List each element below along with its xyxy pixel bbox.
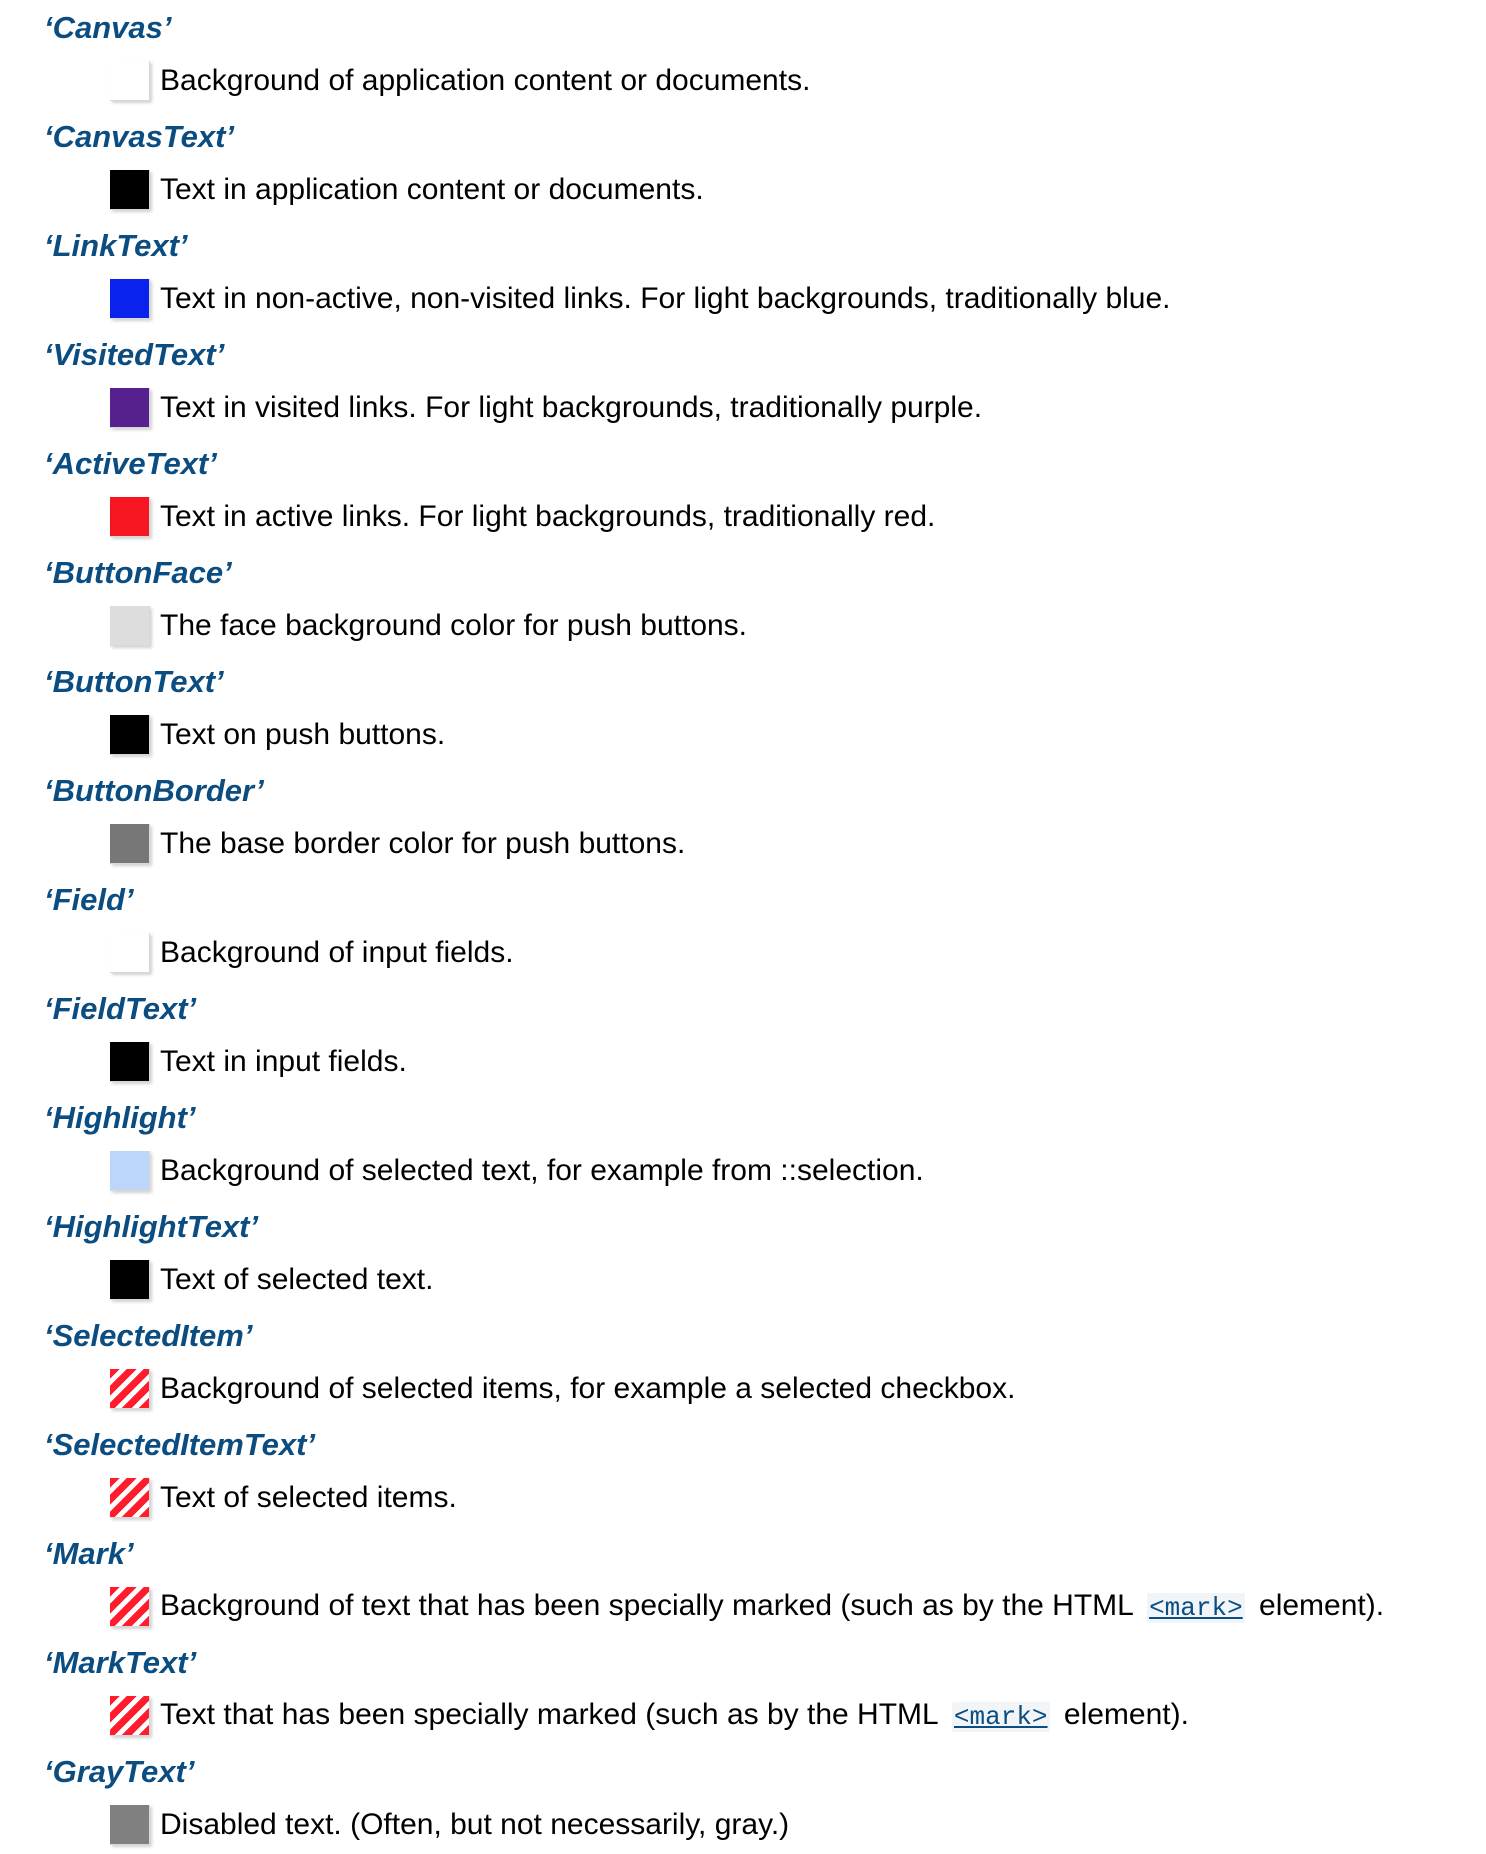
definition-canvas <box>110 58 810 104</box>
entry-buttontext <box>0 654 1486 763</box>
swatch-buttontext <box>110 715 150 755</box>
definition-graytext <box>110 1802 789 1848</box>
swatch-marktext <box>110 1696 150 1736</box>
description-mark <box>160 1588 1384 1626</box>
entry-highlight <box>0 1090 1486 1199</box>
description-mark-after: element). <box>1250 1589 1385 1622</box>
description-linktext: Text in non-active, non-visited links. For light backgrounds, traditionally blue. <box>160 282 1171 315</box>
term-visitedtext: ‘VisitedText’ <box>44 337 225 372</box>
swatch-highlight <box>110 1151 150 1191</box>
definition-buttonface <box>110 603 747 649</box>
term-highlighttext: ‘HighlightText’ <box>44 1209 259 1244</box>
term-buttonface: ‘ButtonFace’ <box>44 555 232 590</box>
entry-graytext <box>0 1744 1486 1853</box>
term-canvastext: ‘CanvasText’ <box>44 119 235 154</box>
term-highlight: ‘Highlight’ <box>44 1100 196 1135</box>
description-canvas: Background of application content or documents. <box>160 64 811 97</box>
swatch-visitedtext <box>110 388 150 428</box>
description-mark-before: Background of text that has been specially marked (such as by the HTML <box>160 1589 1142 1622</box>
mark-element-link[interactable]: <mark> <box>953 1702 1048 1732</box>
description-highlighttext: Text of selected text. <box>160 1263 434 1296</box>
description-selecteditemtext: Text of selected items. <box>160 1481 457 1514</box>
term-buttontext: ‘ButtonText’ <box>44 664 224 699</box>
definition-marktext <box>110 1693 1189 1739</box>
swatch-canvastext <box>110 170 150 210</box>
term-fieldtext: ‘FieldText’ <box>44 991 197 1026</box>
definition-visitedtext <box>110 385 982 431</box>
entry-linktext <box>0 218 1486 327</box>
entry-fieldtext <box>0 981 1486 1090</box>
definition-fieldtext <box>110 1039 407 1085</box>
definition-selecteditem <box>110 1366 1015 1412</box>
term-mark: ‘Mark’ <box>44 1536 134 1571</box>
swatch-fieldtext <box>110 1042 150 1082</box>
entry-buttonborder <box>0 763 1486 872</box>
swatch-activetext <box>110 497 150 537</box>
description-buttonface: The face background color for push buttons. <box>160 609 748 642</box>
description-visitedtext: Text in visited links. For light backgrounds, traditionally purple. <box>160 391 983 424</box>
entry-selecteditem <box>0 1308 1486 1417</box>
swatch-linktext <box>110 279 150 319</box>
description-buttontext: Text on push buttons. <box>160 718 446 751</box>
description-buttonborder: The base border color for push buttons. <box>160 827 686 860</box>
entry-marktext <box>0 1635 1486 1744</box>
definition-highlighttext <box>110 1257 433 1303</box>
term-marktext: ‘MarkText’ <box>44 1645 197 1680</box>
term-activetext: ‘ActiveText’ <box>44 446 217 481</box>
term-field: ‘Field’ <box>44 882 134 917</box>
entry-selecteditemtext <box>0 1417 1486 1526</box>
description-field: Background of input fields. <box>160 936 514 969</box>
swatch-buttonborder <box>110 824 150 864</box>
definition-buttonborder <box>110 821 685 867</box>
definition-buttontext <box>110 712 445 758</box>
swatch-mark <box>110 1587 150 1627</box>
description-fieldtext: Text in input fields. <box>160 1045 407 1078</box>
mark-element-link[interactable]: <mark> <box>1149 1593 1243 1623</box>
term-buttonborder: ‘ButtonBorder’ <box>44 773 264 808</box>
swatch-selecteditem <box>110 1369 150 1409</box>
definition-canvastext <box>110 167 704 213</box>
entry-activetext <box>0 436 1486 545</box>
entry-field <box>0 872 1486 981</box>
swatch-selecteditemtext <box>110 1478 150 1518</box>
entry-canvastext <box>0 109 1486 218</box>
definition-selecteditemtext <box>110 1475 457 1521</box>
definition-activetext <box>110 494 935 540</box>
term-canvas: ‘Canvas’ <box>44 10 172 45</box>
term-selecteditemtext: ‘SelectedItemText’ <box>44 1427 316 1462</box>
description-selecteditem: Background of selected items, for example a selected checkbox. <box>160 1372 1016 1405</box>
definition-field <box>110 930 514 976</box>
entry-visitedtext <box>0 327 1486 436</box>
description-marktext-after: element). <box>1055 1698 1189 1731</box>
description-marktext-before: Text that has been specially marked (such as by the HTML <box>160 1698 946 1731</box>
description-activetext: Text in active links. For light backgrounds, traditionally red. <box>160 500 936 533</box>
entry-buttonface <box>0 545 1486 654</box>
entry-highlighttext <box>0 1199 1486 1308</box>
description-graytext: Disabled text. (Often, but not necessarily, gray.) <box>160 1808 790 1841</box>
term-selecteditem: ‘SelectedItem’ <box>44 1318 253 1353</box>
description-highlight: Background of selected text, for example from ::selection. <box>160 1154 924 1187</box>
swatch-canvas <box>110 61 150 101</box>
entry-mark <box>0 1526 1486 1635</box>
term-linktext: ‘LinkText’ <box>44 228 188 263</box>
entry-canvas <box>0 0 1486 109</box>
definition-mark <box>110 1584 1384 1630</box>
description-canvastext: Text in application content or documents. <box>160 173 704 206</box>
swatch-buttonface <box>110 606 150 646</box>
term-graytext: ‘GrayText’ <box>44 1754 195 1789</box>
swatch-highlighttext <box>110 1260 150 1300</box>
swatch-graytext <box>110 1805 150 1845</box>
definition-linktext <box>110 276 1171 322</box>
swatch-field <box>110 933 150 973</box>
definition-highlight <box>110 1148 924 1194</box>
description-marktext <box>160 1697 1189 1735</box>
